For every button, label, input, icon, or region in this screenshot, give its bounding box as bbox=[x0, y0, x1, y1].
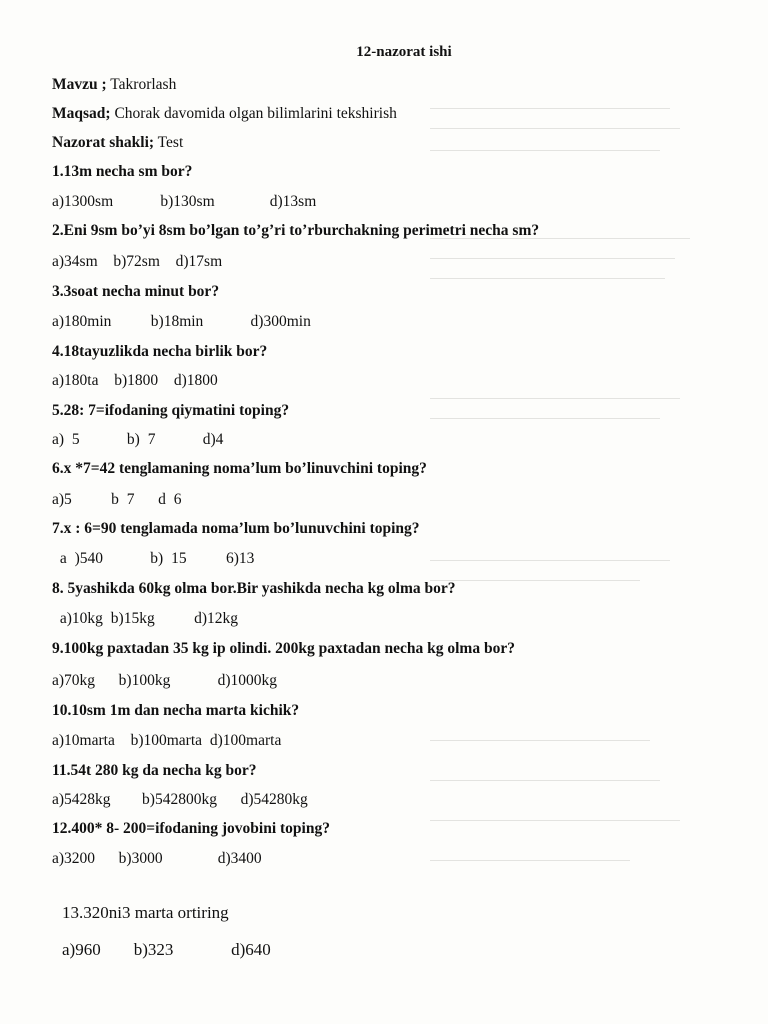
bleed-line bbox=[430, 150, 660, 151]
answers-3: a)180min b)18min d)300min bbox=[52, 313, 311, 330]
answers-10: a)10marta b)100marta d)100marta bbox=[52, 732, 282, 749]
bleed-line bbox=[430, 560, 670, 561]
question-2: 2.Eni 9sm bo’yi 8sm bo’lgan to’g’ri to’rburchakning perimetri necha sm? bbox=[52, 222, 540, 239]
bleed-line bbox=[430, 258, 675, 259]
mavzu-row bbox=[52, 76, 176, 94]
question-1: 1.13m necha sm bor? bbox=[52, 163, 193, 180]
maqsad-row bbox=[52, 105, 397, 123]
question-6: 6.x *7=42 tenglamaning noma’lum bo’linuvchini toping? bbox=[52, 460, 427, 477]
bleed-line bbox=[430, 128, 680, 129]
question-8: 8. 5yashikda 60kg olma bor.Bir yashikda necha kg olma bor? bbox=[52, 580, 456, 597]
question-5: 5.28: 7=ifodaning qiymatini toping? bbox=[52, 402, 290, 419]
bleed-line bbox=[430, 740, 650, 741]
answers-12: a)3200 b)3000 d)3400 bbox=[52, 850, 262, 867]
maqsad-value: Chorak davomida olgan bilimlarini tekshirish bbox=[114, 105, 397, 122]
question-7: 7.x : 6=90 tenglamada noma’lum bo’lunuvchini toping? bbox=[52, 520, 420, 537]
bleed-line bbox=[430, 860, 630, 861]
answers-11: a)5428kg b)542800kg d)54280kg bbox=[52, 791, 308, 808]
bleed-line bbox=[430, 780, 660, 781]
answers-4: a)180ta b)1800 d)1800 bbox=[52, 372, 218, 389]
bleed-line bbox=[430, 278, 665, 279]
answers-7: a )540 b) 15 6)13 bbox=[52, 550, 255, 567]
bleed-line bbox=[430, 398, 680, 399]
bleed-line bbox=[430, 108, 670, 109]
question-10: 10.10sm 1m dan necha marta kichik? bbox=[52, 702, 300, 719]
question-12: 12.400* 8- 200=ifodaning jovobini toping? bbox=[52, 820, 330, 837]
bleed-line bbox=[430, 580, 640, 581]
answers-13: a)960 b)323 d)640 bbox=[62, 940, 271, 959]
answers-5: a) 5 b) 7 d)4 bbox=[52, 431, 224, 448]
mavzu-label: Mavzu ; bbox=[52, 76, 107, 93]
question-4: 4.18tayuzlikda necha birlik bor? bbox=[52, 343, 268, 360]
bleed-line bbox=[430, 418, 660, 419]
question-3: 3.3soat necha minut bor? bbox=[52, 283, 220, 300]
shakl-value: Test bbox=[157, 134, 184, 151]
shakl-row bbox=[52, 134, 183, 152]
document-title: 12-nazorat ishi bbox=[356, 44, 452, 60]
question-13: 13.320ni3 marta ortiring bbox=[62, 903, 229, 922]
maqsad-label: Maqsad; bbox=[52, 105, 111, 122]
shakl-label: Nazorat shakli; bbox=[52, 134, 155, 151]
answers-9: a)70kg b)100kg d)1000kg bbox=[52, 672, 277, 689]
answers-1: a)1300sm b)130sm d)13sm bbox=[52, 193, 317, 210]
bleed-line bbox=[430, 820, 680, 821]
answers-8: a)10kg b)15kg d)12kg bbox=[52, 610, 238, 627]
answers-2: a)34sm b)72sm d)17sm bbox=[52, 253, 223, 270]
question-11: 11.54t 280 kg da necha kg bor? bbox=[52, 762, 257, 779]
question-9: 9.100kg paxtadan 35 kg ip olindi. 200kg paxtadan necha kg olma bor? bbox=[52, 640, 515, 657]
mavzu-value: Takrorlash bbox=[110, 76, 177, 93]
answers-6: a)5 b 7 d 6 bbox=[52, 491, 182, 508]
